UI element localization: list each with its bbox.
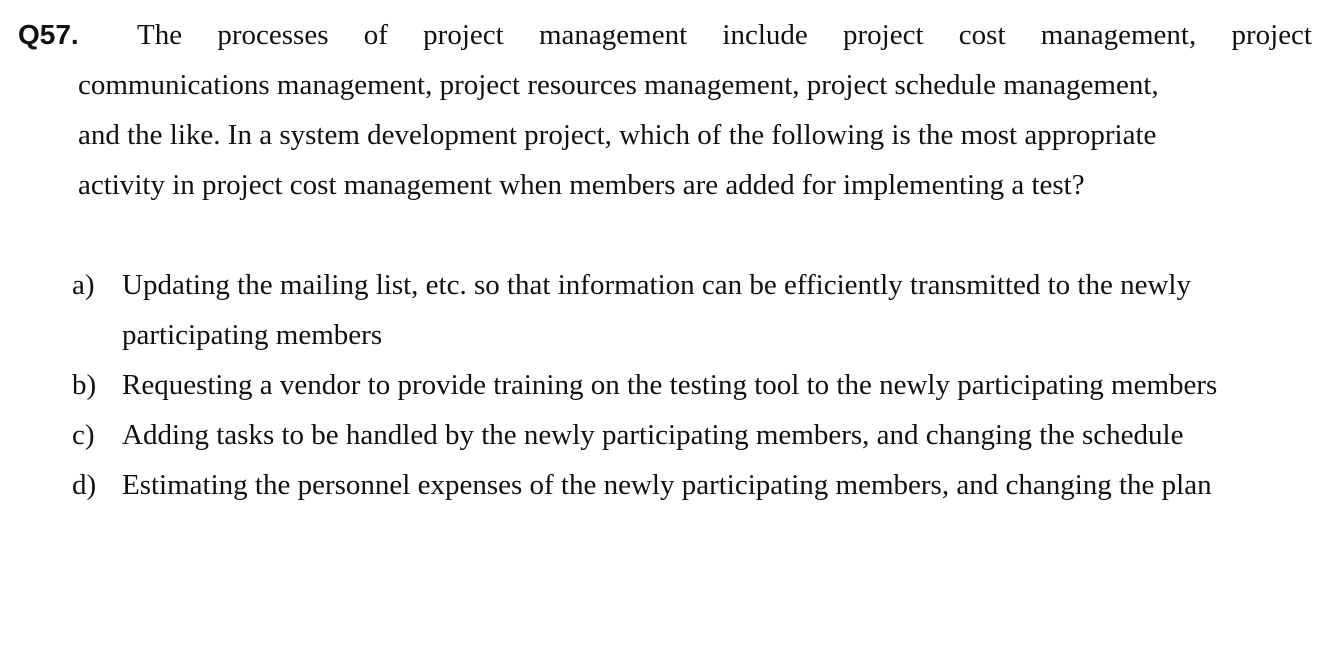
choice-a-letter: a) — [72, 269, 95, 301]
choice-c-text: Adding tasks to be handled by the newly participating members, and changing the schedule — [122, 419, 1184, 451]
question-stem-line-4: activity in project cost management when members are added for implementing a test? — [78, 169, 1085, 201]
question-stem-line-1: The processes of project management include project cost management, project — [137, 19, 1312, 51]
choice-a-text: Updating the mailing list, etc. so that information can be efficiently transmitted to the newly participating members — [122, 269, 1191, 351]
answer-choices — [72, 260, 1317, 510]
choice-c-letter: c) — [72, 419, 95, 451]
choice-d[interactable] — [72, 460, 1317, 510]
choice-a[interactable] — [72, 260, 1317, 360]
question-number: Q57. — [18, 19, 79, 50]
choice-b[interactable] — [72, 360, 1317, 410]
choice-d-letter: d) — [72, 469, 97, 501]
choice-c[interactable] — [72, 410, 1317, 460]
question-stem-line-3: and the like. In a system development project, which of the following is the most appropriate — [78, 119, 1157, 151]
choice-b-letter: b) — [72, 369, 97, 401]
question-block — [18, 10, 1312, 210]
question-stem-line-2: communications management, project resources management, project schedule management, — [78, 69, 1159, 101]
choice-d-text: Estimating the personnel expenses of the newly participating members, and changing the plan — [122, 469, 1212, 501]
question-first-line — [18, 10, 1312, 60]
choice-b-text: Requesting a vendor to provide training on the testing tool to the newly participating members — [122, 369, 1218, 401]
